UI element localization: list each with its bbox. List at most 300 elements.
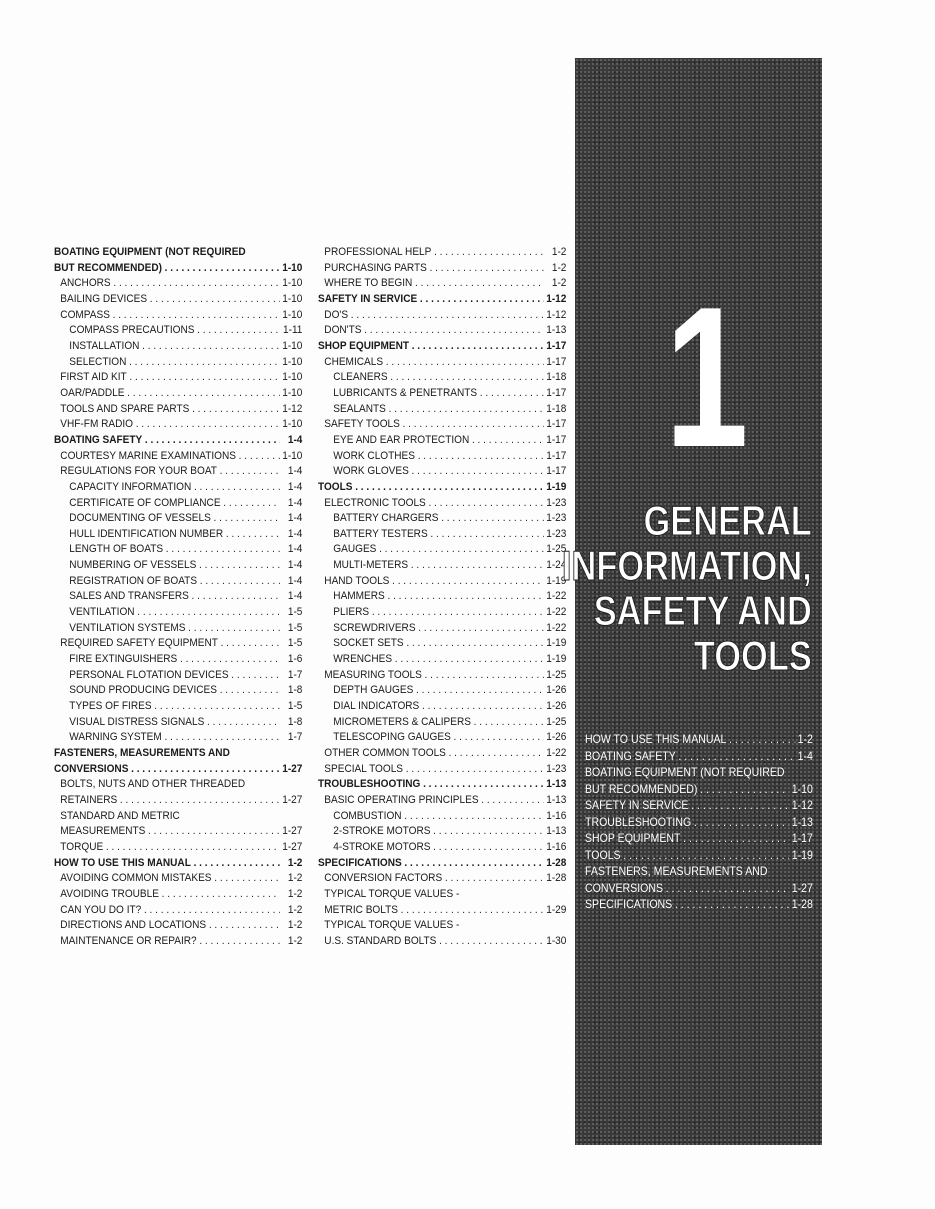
toc-entry-title: SPECIFICATIONS [318,856,402,869]
dot-leader [439,935,543,947]
dot-leader [148,825,279,837]
toc-entry [318,418,566,434]
toc-entry-page: 1-4 [287,496,303,509]
toc-entry [318,309,566,325]
toc-entry-page: 1-2 [551,246,567,258]
toc-entry-title: TELESCOPING GAUGES [333,731,451,744]
dot-leader [106,841,280,853]
toc-entry-title: METRIC BOLTS [324,903,398,916]
toc-entry-page: 1-17 [546,339,567,352]
dot-leader [226,528,280,540]
toc-entry-page: 1-13 [546,778,567,791]
dot-leader [404,810,543,822]
toc-entry [318,872,566,888]
toc-entry [54,606,302,622]
toc-entry-page: 1-19 [791,847,813,862]
toc-entry-title: SHOP EQUIPMENT [318,339,410,352]
toc-entry-title: FIRST AID KIT [60,371,127,384]
toc-entry-page: 1-26 [546,700,567,713]
dot-leader [214,512,280,524]
toc-entry [54,825,302,841]
toc-entry-title: OTHER COMMON TOOLS [324,747,446,759]
toc-entry-title: MEASUREMENTS [60,825,146,838]
dot-leader [351,309,544,321]
dot-leader [694,815,789,829]
dot-leader [401,904,544,916]
toc-left-column [54,246,302,951]
toc-entry-title: FIRE EXTINGUISHERS [69,653,178,666]
chapter-title-line: TOOLS [693,632,812,679]
dot-leader [166,543,280,555]
toc-entry-title: GAUGES [333,543,377,556]
toc-entry [54,481,302,497]
toc-entry-title: REGULATIONS FOR YOUR BOAT [60,465,217,478]
chapter-title-line: GENERAL [643,497,812,544]
dot-leader [675,897,789,911]
toc-entry-page: 1-4 [287,574,303,587]
toc-entry-title: TOOLS [585,847,621,862]
dot-leader [223,497,280,509]
toc-entry [318,340,566,356]
toc-entry-title: SCREWDRIVERS [333,621,416,634]
dot-leader [404,857,543,869]
toc-entry [54,778,302,794]
toc-entry [54,277,302,293]
toc-entry-title: SPECIFICATIONS [585,897,673,911]
toc-entry-title: OAR/PADDLE [60,386,125,399]
toc-entry-title: SELECTION [69,355,127,368]
toc-entry-title: STANDARD AND METRIC [60,809,180,822]
toc-entry-page: 1-12 [282,402,303,415]
toc-entry-page: 1-25 [546,715,567,728]
toc-entry-title: PERSONAL FLOTATION DEVICES [69,668,229,681]
toc-entry-title: HULL IDENTIFICATION NUMBER [69,527,224,540]
toc-entry [54,465,302,481]
toc-entry-page: 1-10 [282,418,303,431]
dot-leader [192,403,279,415]
toc-entry-page: 1-27 [282,825,303,838]
toc-entry-page: 1-10 [282,308,303,321]
toc-entry-title: SAFETY IN SERVICE [585,798,689,812]
dot-leader [162,888,280,900]
toc-entry-page: 1-4 [287,512,303,525]
dot-leader [729,732,795,746]
dot-leader [113,277,279,289]
toc-entry-title: SAFETY TOOLS [324,418,400,431]
toc-entry-page: 1-7 [287,731,303,744]
toc-entry-title: CAPACITY INFORMATION [69,480,192,493]
toc-entry-title: PROFESSIONAL HELP [324,246,432,258]
toc-entry-title: PLIERS [333,606,370,619]
toc-entry-page: 1-12 [791,798,813,812]
toc-entry [318,778,566,794]
toc-entry [318,293,566,309]
toc-entry-page: 1-26 [546,684,567,697]
chapter-title-line: SAFETY AND [593,587,812,634]
dot-leader [221,637,280,649]
toc-entry-page: 1-5 [287,621,303,634]
toc-entry-page: 1-13 [791,814,813,829]
dot-leader [422,700,544,712]
toc-entry-page: 1-25 [546,668,567,681]
dot-leader [423,778,543,790]
toc-entry-title: CONVERSIONS [585,880,664,895]
toc-entry [54,418,302,434]
toc-entry-title: TOOLS [318,480,353,493]
dot-leader [209,919,280,931]
toc-entry-title: TYPES OF FIRES [69,700,152,713]
toc-entry [54,590,302,606]
toc-entry-title: HOW TO USE THIS MANUAL [585,732,727,746]
toc-entry-page: 1-28 [546,872,567,885]
toc-entry-title: CHEMICALS [324,355,384,368]
dot-leader [144,904,280,916]
toc-entry-title: HAMMERS [333,590,385,603]
toc-entry-page: 1-28 [546,856,567,869]
dot-leader [194,857,280,869]
toc-entry [585,864,813,881]
dot-leader [355,481,543,493]
dot-leader [434,246,544,258]
toc-entry [54,888,302,904]
toc-entry [54,731,302,747]
toc-entry-page: 1-12 [546,308,567,321]
dot-leader [180,653,280,665]
dot-leader [129,356,279,368]
dot-leader [137,606,280,618]
toc-entry-page: 1-18 [546,371,567,384]
chapter-contents [585,732,813,914]
toc-entry-page: 1-17 [546,449,567,462]
toc-entry-page: 1-23 [546,496,567,509]
toc-entry-title: WORK GLOVES [333,465,409,478]
toc-entry [54,700,302,716]
dot-leader [154,700,280,712]
toc-entry [585,765,813,782]
toc-entry-page: 1-11 [282,324,303,337]
toc-entry-page: 1-17 [546,465,567,478]
toc-entry [54,371,302,387]
toc-entry [54,497,302,513]
toc-entry-page: 1-2 [551,261,567,274]
toc-entry-page: 1-27 [282,793,303,806]
toc-entry [318,825,566,841]
dot-leader [403,418,544,430]
toc-entry-title: BOATING EQUIPMENT (NOT REQUIRED [585,765,785,779]
dot-leader [200,575,280,587]
toc-entry-page: 1-2 [287,903,303,916]
toc-entry-page: 1-24 [546,559,567,572]
toc-entry-title: SALES AND TRANSFERS [69,590,189,603]
toc-entry-title: 4-STROKE MOTORS [333,840,431,853]
dot-leader [129,371,279,383]
toc-entry-title: AVOIDING TROUBLE [60,887,159,900]
toc-entry-page: 1-19 [546,574,567,587]
toc-entry-title: PURCHASING PARTS [324,261,427,274]
toc-entry [54,919,302,935]
toc-entry-page: 1-18 [546,402,567,415]
dot-leader [220,684,280,696]
toc-entry-title: BATTERY TESTERS [333,527,428,540]
toc-entry-page: 1-10 [282,339,303,352]
toc-entry-page: 1-17 [791,831,813,845]
toc-entry [318,716,566,732]
toc-entry-title: DON'TS [324,324,362,337]
toc-entry-page: 1-7 [287,668,303,681]
toc-entry-page: 1-30 [546,934,567,947]
toc-entry [318,763,566,779]
toc-entry-title: COURTESY MARINE EXAMINATIONS [60,449,236,462]
toc-entry-page: 1-16 [546,809,567,822]
toc-entry-title: VISUAL DISTRESS SIGNALS [69,715,205,728]
toc-entry-page: 1-27 [282,762,303,775]
toc-entry-title: TROUBLESHOOTING [318,778,421,791]
toc-entry [318,262,566,278]
toc-entry-title: LUBRICANTS & PENETRANTS [333,386,478,399]
toc-entry-page: 1-6 [287,653,303,666]
toc-entry-page: 1-22 [546,621,567,634]
toc-entry-page: 1-8 [287,715,303,728]
toc-entry [585,815,813,832]
dot-leader [364,324,543,336]
toc-entry [54,246,302,262]
toc-entry-title: FASTENERS, MEASUREMENTS AND [54,747,230,759]
chapter-title-line: INFORMATION, [562,542,812,589]
toc-entry-page: 1-22 [546,747,567,759]
chapter-sidebar [562,58,822,1145]
dot-leader [418,450,544,462]
toc-entry-title: CAN YOU DO IT? [60,903,142,916]
dot-leader [199,559,280,571]
toc-entry-page: 1-5 [287,637,303,650]
toc-entry-title: MULTI-METERS [333,559,409,572]
toc-entry-page: 1-27 [282,840,303,853]
toc-entry-page: 1-27 [791,880,813,895]
dot-leader [136,418,280,430]
toc-entry [318,888,566,904]
toc-entry-page: 1-28 [791,897,813,911]
toc-entry-page: 1-10 [282,449,303,462]
toc-entry [318,857,566,873]
toc-entry-title: CERTIFICATE OF COMPLIANCE [69,496,221,509]
dot-leader [415,277,544,289]
toc-entry-title: ELECTRONIC TOOLS [324,496,426,509]
toc-entry [318,747,566,763]
toc-entry [318,465,566,481]
toc-entry-page: 1-2 [287,919,303,932]
toc-entry-title: DIRECTIONS AND LOCATIONS [60,919,207,932]
toc-entry-title: MAINTENANCE OR REPAIR? [60,934,197,947]
toc-entry-title: SOUND PRODUCING DEVICES [69,684,217,697]
toc-entry-page: 1-19 [546,637,567,650]
toc-entry-title: BOLTS, NUTS AND OTHER THREADED [60,778,246,791]
toc-entry [318,935,566,951]
toc-entry-title: COMPASS [60,308,110,321]
toc-entry [318,356,566,372]
toc-entry [54,309,302,325]
toc-entry-page: 1-23 [546,527,567,540]
dot-leader [142,340,279,352]
toc-entry [318,684,566,700]
toc-entry [54,450,302,466]
toc-entry-page: 1-4 [287,480,303,493]
dot-leader [150,293,280,305]
toc-entry [54,324,302,340]
toc-entry [318,810,566,826]
dot-leader [430,262,544,274]
toc-entry [318,841,566,857]
toc-entry-title: DO'S [324,308,349,321]
toc-entry-page: 1-13 [546,825,567,838]
toc-entry-page: 1-17 [546,418,567,431]
toc-entry-title: SPECIAL TOOLS [324,762,404,775]
toc-entry [54,512,302,528]
toc-entry-page: 1-22 [546,590,567,603]
toc-entry [54,543,302,559]
toc-entry [54,637,302,653]
toc-entry [54,356,302,372]
dot-leader [678,749,795,763]
dot-leader [127,387,279,399]
toc-entry-title: COMBUSTION [333,809,402,822]
chapter-title [507,498,812,678]
toc-entry [585,732,813,749]
toc-entry-page: 1-2 [287,887,303,900]
toc-entry-title: INSTALLATION [69,339,140,352]
toc-entry-title: SAFETY IN SERVICE [318,292,418,305]
toc-entry-title: AVOIDING COMMON MISTAKES [60,872,212,885]
toc-entry-page: 1-23 [546,762,567,775]
dot-leader [145,434,280,446]
toc-entry [318,324,566,340]
toc-entry-page: 1-5 [287,700,303,713]
toc-entry-page: 1-10 [282,292,303,305]
toc-entry [54,403,302,419]
dot-leader [390,371,543,383]
dot-leader [165,262,280,274]
dot-leader [231,669,280,681]
toc-entry-title: BUT RECOMMENDED) [585,781,698,796]
dot-leader [623,848,789,862]
toc-entry [54,653,302,669]
toc-entry-page: 1-25 [546,543,567,556]
dot-leader [433,825,543,837]
toc-entry [318,481,566,497]
toc-entry [585,798,813,815]
toc-entry [54,575,302,591]
toc-entry [318,387,566,403]
toc-entry-title: CLEANERS [333,371,388,384]
dot-leader [197,324,280,336]
dot-leader [164,731,279,743]
dot-leader [412,465,544,477]
toc-entry-page: 1-12 [546,292,567,305]
toc-entry-title: BATTERY CHARGERS [333,512,439,525]
dot-leader [700,782,789,796]
toc-entry [318,450,566,466]
toc-entry-page: 1-10 [282,277,303,290]
dot-leader [120,794,280,806]
toc-entry-title: VENTILATION SYSTEMS [69,621,186,634]
toc-entry-title: HAND TOOLS [324,574,390,587]
dot-leader [386,356,544,368]
toc-entry-title: MEASURING TOOLS [324,668,422,681]
toc-entry-title: TROUBLESHOOTING [585,814,692,829]
dot-leader [472,434,544,446]
toc-entry [318,700,566,716]
toc-entry-title: WHERE TO BEGIN [324,277,413,290]
dot-leader [416,684,544,696]
toc-entry-page: 1-4 [287,590,303,603]
toc-entry [54,340,302,356]
toc-entry-page: 1-4 [287,559,303,572]
toc-entry-title: NUMBERING OF VESSELS [69,559,197,572]
dot-leader [131,763,279,775]
toc-entry-title: COMPASS PRECAUTIONS [69,324,195,337]
toc-entry-page: 1-23 [546,512,567,525]
toc-entry-page: 1-19 [546,653,567,666]
toc-entry [54,716,302,732]
toc-entry-title: CONVERSIONS [54,762,129,775]
toc-entry-title: WARNING SYSTEM [69,731,162,744]
dot-leader [207,716,280,728]
toc-entry-page: 1-10 [791,781,813,796]
dot-leader [480,387,544,399]
toc-entry-title: DOCUMENTING OF VESSELS [69,512,211,525]
toc-entry-page: 1-5 [287,606,303,619]
dot-leader [481,794,543,806]
toc-entry-title: BAILING DEVICES [60,292,148,305]
toc-entry [54,684,302,700]
toc-entry-title: MICROMETERS & CALIPERS [333,715,471,728]
toc-entry-title: DIAL INDICATORS [333,700,420,713]
toc-entry-title: LENGTH OF BOATS [69,543,164,556]
dot-leader [445,872,544,884]
toc-entry [318,919,566,935]
toc-entry [318,434,566,450]
toc-entry [54,559,302,575]
toc-entry [54,872,302,888]
toc-entry-title: SHOP EQUIPMENT [585,831,681,845]
dot-leader [454,731,544,743]
toc-entry [585,881,813,898]
toc-entry-title: REGISTRATION OF BOATS [69,574,198,587]
toc-entry-page: 1-4 [287,465,303,478]
toc-entry-title: TORQUE [60,840,104,853]
toc-entry-page: 1-2 [551,277,567,290]
toc-entry-page: 1-13 [546,324,567,337]
toc-entry-page: 1-17 [546,433,567,446]
toc-entry [54,841,302,857]
toc-entry-page: 1-13 [546,793,567,806]
toc-entry [54,857,302,873]
toc-entry [54,622,302,638]
toc-entry [54,262,302,278]
chapter-number: 1 [665,266,749,489]
toc-entry [585,782,813,799]
toc-entry-page: 1-22 [546,606,567,619]
toc-entry-page: 1-29 [546,903,567,916]
toc-entry-page: 1-16 [546,840,567,853]
toc-entry-title: U.S. STANDARD BOLTS [324,934,437,947]
toc-entry-page: 1-4 [287,433,303,446]
toc-entry-title: WRENCHES [333,653,393,666]
dot-leader [449,747,544,759]
toc-entry-title: REQUIRED SAFETY EQUIPMENT [60,637,218,650]
dot-leader [389,403,544,415]
toc-entry [54,904,302,920]
toc-entry-title: VHF-FM RADIO [60,418,134,431]
